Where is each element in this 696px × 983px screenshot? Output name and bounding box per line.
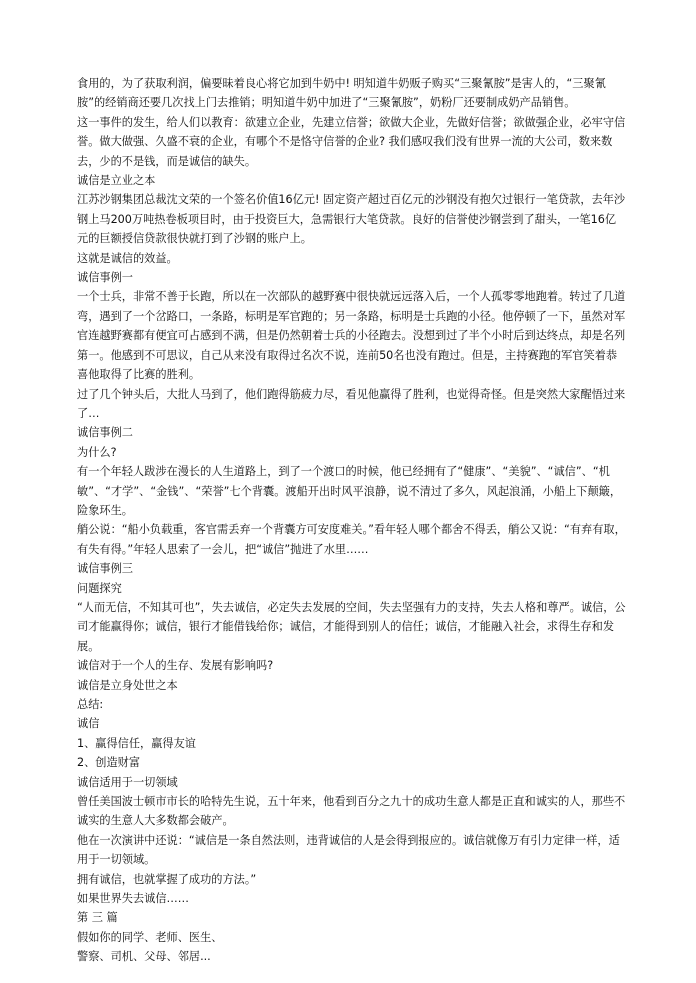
paragraph: 食用的，为了获取利润，偏要昧着良心将它加到牛奶中! 明知道牛奶贩子购买“三聚氰胺”是害人的，“三聚氰胺”的经销商还要几次找上门去推销；明知道牛奶中加进了“三聚氰胺”，奶粉厂还要制成奶产品销售。	[77, 77, 606, 110]
section-heading: 诚信是立业之本	[77, 174, 156, 188]
summary-item: 诚信	[77, 717, 100, 731]
paragraph: 江苏沙钢集团总裁沈文荣的一个签名价值16亿元! 固定资产超过百亿元的沙钢没有抱欠过银行一笔贷款，去年沙钢上马200万吨热卷板项目时，由于投资巨大，急需银行大笔贷款。良好的信誉使沙钢尝到了甜头，一笔16亿元的巨额授信贷款很快就打到了沙钢的账户上。	[77, 193, 626, 246]
paragraph: 一个士兵，非常不善于长跑，所以在一次部队的越野赛中很快就远远落入后，一个人孤零零地跑着。转过了几道弯，遇到了一个岔路口，一条路，标明是军官跑的；另一条路，标明是士兵跑的小径。他停顿了一下，虽然对军官连越野赛都有便宜可占感到不满，但是仍然朝着士兵的小径跑去。没想到过了半个小时后到达终点，却是名列第一。他感到不可思议，自己从来没有取得过名次不说，连前50名也没有跑过。但是，主持赛跑的军官笑着恭喜他取得了比赛的胜利。	[77, 290, 626, 382]
question-line: 如果世界失去诚信……	[77, 892, 189, 906]
summary-item: 1、赢得信任，赢得友谊	[77, 736, 196, 750]
paragraph: 假如你的同学、老师、医生、	[77, 930, 223, 944]
paragraph: 这一事件的发生，给人们以教育：欲建立企业，先建立信誉；欲做大企业，先做好信誉；欲做强企业，必牢守信誉。做大做强、久盛不衰的企业，有哪个不是恪守信誉的企业? 我们感叹我们没有世界一流的大公司，数来数去，少的不是钱，而是诚信的缺失。	[77, 115, 626, 168]
question-line: 为什么?	[77, 445, 117, 459]
paragraph: 过了几个钟头后，大批人马到了，他们跑得筋疲力尽，看见他赢得了胜利，也觉得奇怪。但是突然大家醒悟过来了…	[77, 387, 626, 420]
section-heading: 诚信事例三	[77, 562, 133, 576]
summary-item: 2、创造财富	[77, 756, 141, 770]
paragraph: 这就是诚信的效益。	[77, 251, 178, 265]
chapter-heading: 第 三 篇	[77, 911, 118, 925]
summary-label: 总结:	[77, 698, 104, 711]
section-heading: 问题探究	[77, 581, 122, 595]
section-heading: 诚信是立身处世之本	[77, 678, 178, 692]
paragraph: 曾任美国波士顿市市长的哈特先生说，五十年来，他看到百分之九十的成功生意人都是正直和诚实的人，那些不诚实的生意人大多数都会破产。	[77, 795, 626, 828]
document-body	[77, 74, 627, 967]
paragraph: 拥有诚信，也就掌握了成功的方法。”	[77, 872, 257, 886]
section-heading: 诚信事例二	[77, 426, 133, 440]
section-heading: 诚信事例一	[77, 271, 133, 285]
paragraph: 他在一次演讲中还说：“诚信是一条自然法则，违背诚信的人是会得到报应的。诚信就像万有引力定律一样，适用于一切领域。	[77, 833, 620, 867]
paragraph: 有一个年轻人跋涉在漫长的人生道路上，到了一个渡口的时候，他已经拥有了“健康”、“美貌”、“诚信”、“机敏”、“才学”、“金钱”、“荣誉”七个背囊。渡船开出时风平浪静，说不清过了多久，风起浪涌，小船上下颠簸，险象环生。	[77, 465, 622, 517]
paragraph: 艄公说：“船小负载重，客官需丢弃一个背囊方可安度难关。”看年轻人哪个都舍不得丢，艄公又说：“有弃有取，有失有得。”年轻人思索了一会儿，把“诚信”抛进了水里……	[77, 523, 626, 556]
section-heading: 诚信适用于一切领域	[77, 775, 178, 789]
paragraph: “人而无信，不知其可也”，失去诚信，必定失去发展的空间，失去坚强有力的支持，失去人格和尊严。诚信，公司才能赢得你；诚信，银行才能借钱给你；诚信，才能得到别人的信任；诚信，才能融入社会，求得生存和发展。	[77, 600, 626, 653]
question-line: 诚信对于一个人的生存、发展有影响吗?	[77, 659, 274, 673]
paragraph: 警察、司机、父母、邻居...	[77, 950, 211, 964]
